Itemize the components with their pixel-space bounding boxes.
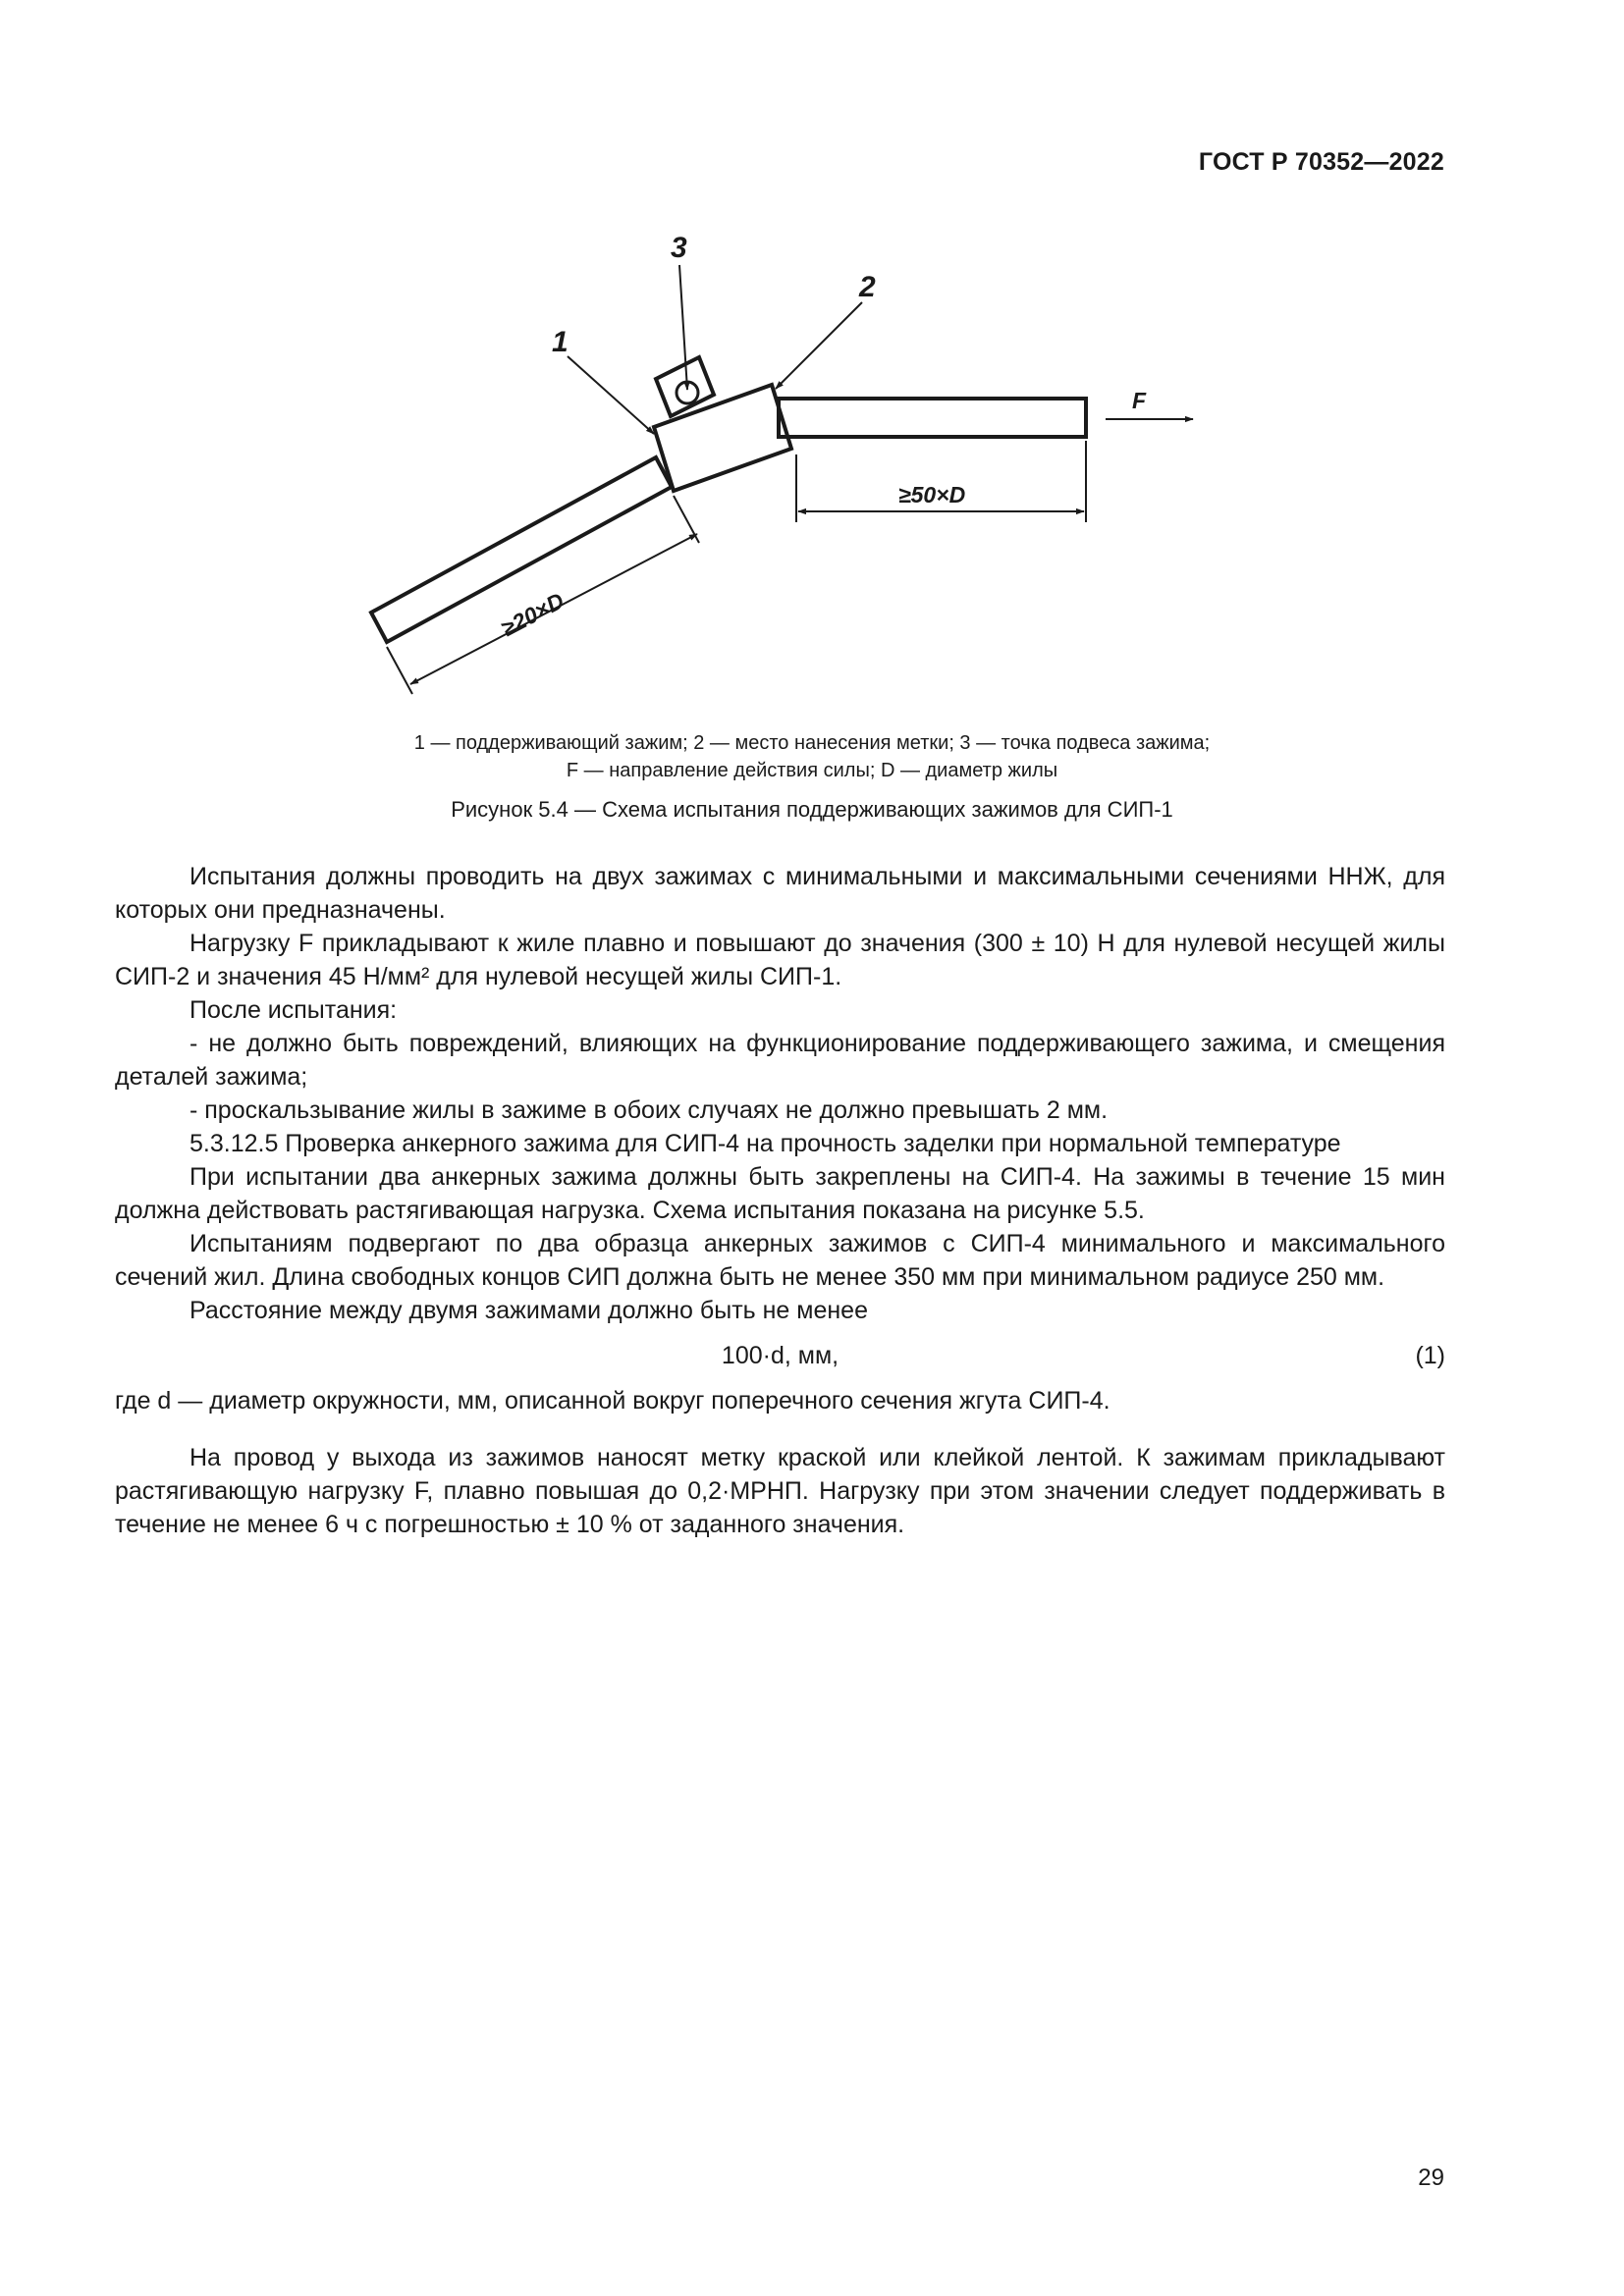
body-text — [115, 860, 1445, 1541]
horizontal-conductor — [779, 399, 1086, 437]
leader-1 — [568, 356, 654, 434]
paragraph: Расстояние между двумя зажимами должно быть не менее — [189, 1297, 868, 1324]
list-item: - проскальзывание жилы в зажиме в обоих случаях не должно превышать 2 мм. — [189, 1096, 1109, 1124]
paragraph: На провод у выхода из зажимов наносят метку краской или клейкой лентой. К зажимам прикладывают растягивающую нагрузку F, плавно повышая до 0,2·МРНП. Нагрузку при этом значении следует поддерживать в течение не менее 6 ч с погрешностью ± 10 % от заданного значения. — [115, 1444, 1445, 1538]
figure-clamp-test-scheme — [353, 221, 1218, 712]
ext-line-bottom — [387, 647, 412, 694]
page-number: 29 — [1418, 2164, 1444, 2191]
paragraph: После испытания: — [189, 996, 398, 1024]
legend-line-2: F — направление действия силы; D — диаметр жилы — [566, 760, 1058, 781]
section-heading: 5.3.12.5 Проверка анкерного зажима для СИП-4 на прочность заделки при нормальной температуре — [189, 1130, 1341, 1157]
callout-2: 2 — [859, 271, 876, 303]
dim-label-20D: ≥20×D — [497, 587, 568, 642]
figure-legend — [180, 729, 1444, 784]
formula-1 — [115, 1327, 1445, 1384]
formula-number: (1) — [1415, 1342, 1445, 1369]
callout-1: 1 — [552, 326, 568, 358]
clamp-test-diagram — [353, 221, 1218, 712]
list-item: - не должно быть повреждений, влияющих на функционирование поддерживающего зажима, и смещения деталей зажима; — [115, 1030, 1445, 1091]
dim-label-50D: ≥50×D — [898, 482, 966, 507]
document-header: ГОСТ Р 70352—2022 — [1198, 148, 1444, 176]
legend-line-1: 1 — поддерживающий зажим; 2 — место нанесения метки; 3 — точка подвеса зажима; — [413, 732, 1211, 754]
force-label: F — [1132, 388, 1147, 413]
figure-caption: Рисунок 5.4 — Схема испытания поддерживающих зажимов для СИП-1 — [451, 797, 1173, 822]
paragraph: Испытаниям подвергают по два образца анкерных зажимов с СИП-4 минимального и максимального сечений жил. Длина свободных концов СИП должна быть не менее 350 мм при минимальном радиусе 250 мм. — [115, 1230, 1445, 1291]
paragraph: Нагрузку F прикладывают к жиле плавно и повышают до значения (300 ± 10) Н для нулевой несущей жилы СИП-2 и значения 45 Н/мм² для нулевой несущей жилы СИП-1. — [115, 930, 1445, 990]
formula-expression: 100·d, мм, — [721, 1342, 839, 1369]
paragraph: Испытания должны проводить на двух зажимах с минимальными и максимальными сечениями ННЖ, для которых они предназначены. — [115, 863, 1445, 924]
paragraph: При испытании два анкерных зажима должны быть закреплены на СИП-4. На зажимы в течение 15 мин должна действовать растягивающая нагрузка. Схема испытания показана на рисунке 5.5. — [115, 1163, 1445, 1224]
paragraph: где d — диаметр окружности, мм, описанной вокруг поперечного сечения жгута СИП-4. — [115, 1387, 1110, 1415]
callout-3: 3 — [671, 232, 687, 264]
leader-2 — [776, 302, 862, 389]
